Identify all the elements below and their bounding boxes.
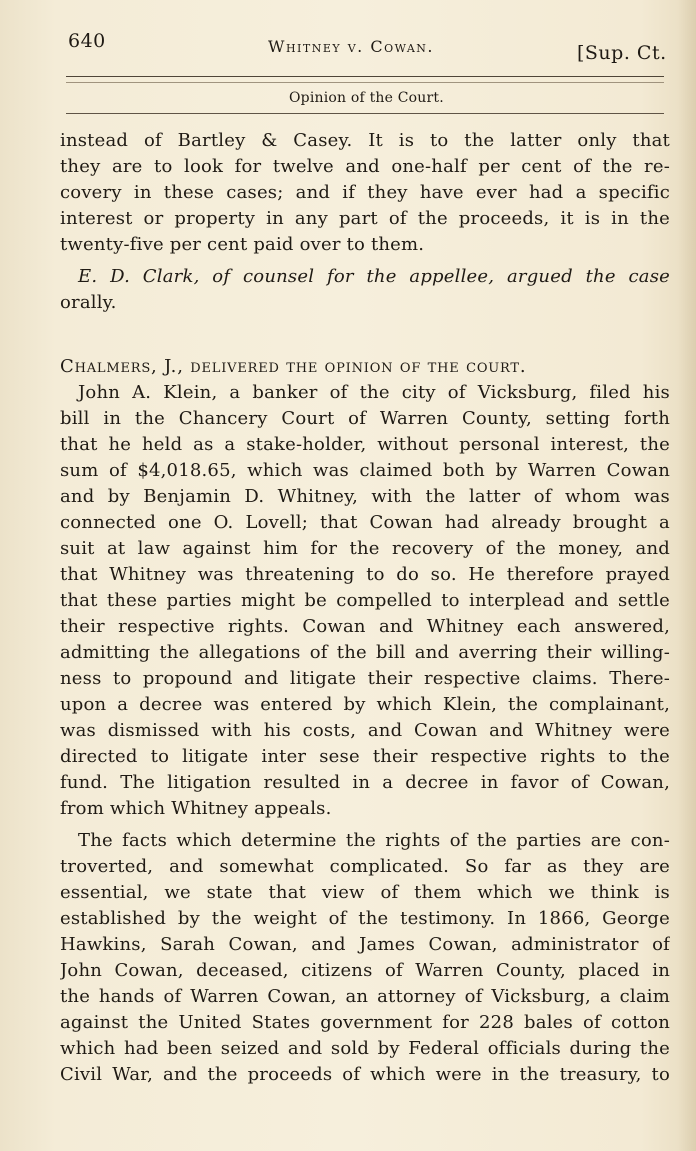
paragraph-2-line-6: John Cowan, deceased, citizens of Warren County, placed in [60, 960, 670, 981]
counsel-line: E. D. Clark, of counsel for the appellee, argued the case [78, 266, 670, 287]
court-abbreviation: [Sup. Ct. [577, 42, 667, 64]
paragraph-1-line-15: directed to litigate inter sese their respective rights to the [60, 746, 670, 767]
section-heading: Opinion of the Court. [289, 90, 444, 106]
header-rule-secondary [66, 82, 664, 83]
paragraph-2-line-10: Civil War, and the proceeds of which were in the treasury, to [60, 1064, 670, 1085]
paragraph-1-line-16: fund. The litigation resulted in a decree in favor of Cowan, [60, 772, 670, 793]
paragraph-2-line-9: which had been seized and sold by Federal officials during the [60, 1038, 670, 1059]
paragraph-1-line-10: their respective rights. Cowan and Whitney each answered, [60, 616, 670, 637]
text-line-5: twenty-five per cent paid over to them. [60, 234, 425, 255]
text-line-2: they are to look for twelve and one-half per cent of the re- [60, 156, 670, 177]
paragraph-1-line-4: sum of $4,018.65, which was claimed both by Warren Cowan [60, 460, 670, 481]
paragraph-2-line-8: against the United States government for 228 bales of cotton [60, 1012, 670, 1033]
paragraph-1-line-11: admitting the allegations of the bill and averring their willing- [60, 642, 670, 663]
paragraph-1-line-12: ness to propound and litigate their respective claims. There- [60, 668, 670, 689]
paragraph-1-line-6: connected one O. Lovell; that Cowan had already brought a [60, 512, 670, 533]
paragraph-2-line-7: the hands of Warren Cowan, an attorney of Vicksburg, a claim [60, 986, 670, 1007]
paragraph-1-line-14: was dismissed with his costs, and Cowan and Whitney were [60, 720, 670, 741]
page-header [0, 0, 696, 120]
text-line-1: instead of Bartley & Casey. It is to the latter only that [60, 130, 670, 151]
paragraph-1-line-9: that these parties might be compelled to interplead and settle [60, 590, 670, 611]
paragraph-1-line-17: from which Whitney appeals. [60, 798, 332, 819]
paragraph-1-line-13: upon a decree was entered by which Klein, the complainant, [60, 694, 670, 715]
opinion-text [60, 130, 670, 1130]
paragraph-2-line-2: troverted, and somewhat complicated. So far as they are [60, 856, 670, 877]
header-rule [66, 76, 664, 77]
paragraph-2-line-3: essential, we state that view of them which we think is [60, 882, 670, 903]
subheading-rule [66, 113, 664, 114]
running-title: Whitney v. Cowan. [268, 37, 435, 56]
paragraph-1-line-1: John A. Klein, a banker of the city of Vicksburg, filed his [78, 382, 670, 403]
paragraph-2-line-4: established by the weight of the testimony. In 1866, George [60, 908, 670, 929]
page-edge-shadow [678, 0, 696, 1151]
paragraph-1-line-5: and by Benjamin D. Whitney, with the latter of whom was [60, 486, 670, 507]
paragraph-1-line-7: suit at law against him for the recovery of the money, and [60, 538, 670, 559]
opinion-opening: Chalmers, J., delivered the opinion of the court. [60, 356, 527, 377]
text-line-4: interest or property in any part of the proceeds, it is in the [60, 208, 670, 229]
paragraph-2-line-5: Hawkins, Sarah Cowan, and James Cowan, administrator of [60, 934, 670, 955]
counsel-line-continuation: orally. [60, 292, 117, 313]
paragraph-2-line-1: The facts which determine the rights of the parties are con- [78, 830, 670, 851]
text-line-3: covery in these cases; and if they have ever had a specific [60, 182, 670, 203]
paragraph-1-line-8: that Whitney was threatening to do so. He therefore prayed [60, 564, 670, 585]
paragraph-1-line-3: that he held as a stake-holder, without personal interest, the [60, 434, 670, 455]
page-number: 640 [68, 30, 106, 52]
paragraph-1-line-2: bill in the Chancery Court of Warren County, setting forth [60, 408, 670, 429]
